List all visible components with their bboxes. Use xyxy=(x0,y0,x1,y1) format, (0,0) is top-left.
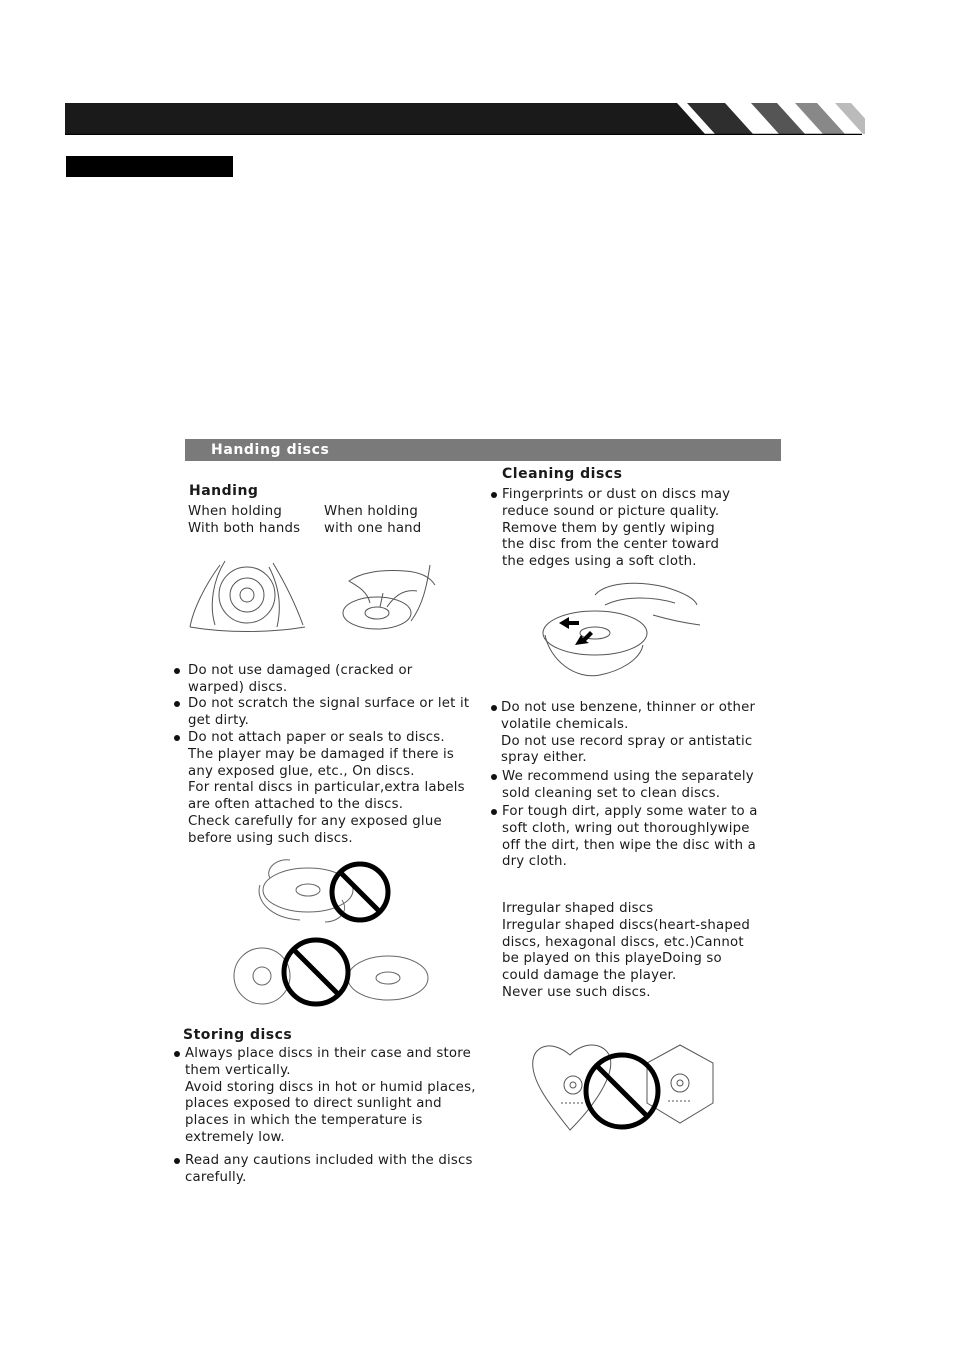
cleaning-bullet-2: Do not use benzene, thinner or other volatile chemicals. Do not use record spray or antistatic spray either. xyxy=(501,700,756,766)
both-hands-caption: When holding With both hands xyxy=(188,504,301,536)
cleaning-disc-illustration xyxy=(535,575,705,685)
cleaning-title: Cleaning discs xyxy=(502,466,623,482)
storing-title: Storing discs xyxy=(183,1027,293,1043)
bullet-dot xyxy=(174,735,180,741)
both-hands-illustration xyxy=(185,555,310,635)
one-hand-illustration xyxy=(335,555,445,635)
bullet-dot xyxy=(491,705,497,711)
bullet-dot xyxy=(491,809,497,815)
storing-bullet-1: Always place discs in their case and store them vertically. Avoid storing discs in hot or humid places, places exposed to direct sunlight and places in which the temperature is extremely low. xyxy=(185,1046,476,1145)
section-header-bar xyxy=(65,103,865,135)
labeled-disc-prohibited-illustration xyxy=(230,850,435,1010)
panel-header xyxy=(185,439,781,461)
storing-bullet-2: Read any cautions included with the discs carefully. xyxy=(185,1153,473,1185)
cleaning-bullet-1: Fingerprints or dust on discs may reduce sound or picture quality. Remove them by gently wiping the disc from the center toward the edges using a soft cloth. xyxy=(502,487,731,570)
cleaning-bullet-3: We recommend using the separately sold cleaning set to clean discs. xyxy=(502,769,754,801)
handing-bullet-1: Do not use damaged (cracked or warped) discs. xyxy=(188,663,413,695)
irregular-discs-prohibited-illustration xyxy=(525,1035,725,1135)
handing-title: Handing xyxy=(189,483,259,499)
one-hand-caption: When holding with one hand xyxy=(324,504,422,536)
bullet-dot xyxy=(491,774,497,780)
section-label-tab xyxy=(66,156,233,177)
bullet-dot xyxy=(174,668,180,674)
bullet-dot xyxy=(174,1158,180,1164)
bullet-dot xyxy=(174,1051,180,1057)
cleaning-bullet-4: For tough dirt, apply some water to a soft cloth, wring out thoroughlywipe off the dirt, then wipe the disc with a dry cloth. xyxy=(502,804,758,870)
irregular-discs-text: Irregular shaped discs Irregular shaped discs(heart-shaped discs, hexagonal discs, etc.)Cannot be played on this playeDoing so could damage the player. Never use such discs. xyxy=(502,901,750,1000)
handing-bullet-3: Do not attach paper or seals to discs. The player may be damaged if there is any exposed glue, etc., On discs. For rental discs in particular,extra labels are often attached to the discs. Check carefully for any exposed glue before using such discs. xyxy=(188,730,465,846)
handing-bullet-2: Do not scratch the signal surface or let it get dirty. xyxy=(188,696,470,728)
bullet-dot xyxy=(174,701,180,707)
bullet-dot xyxy=(491,492,497,498)
panel-title: Handing discs xyxy=(211,442,330,458)
